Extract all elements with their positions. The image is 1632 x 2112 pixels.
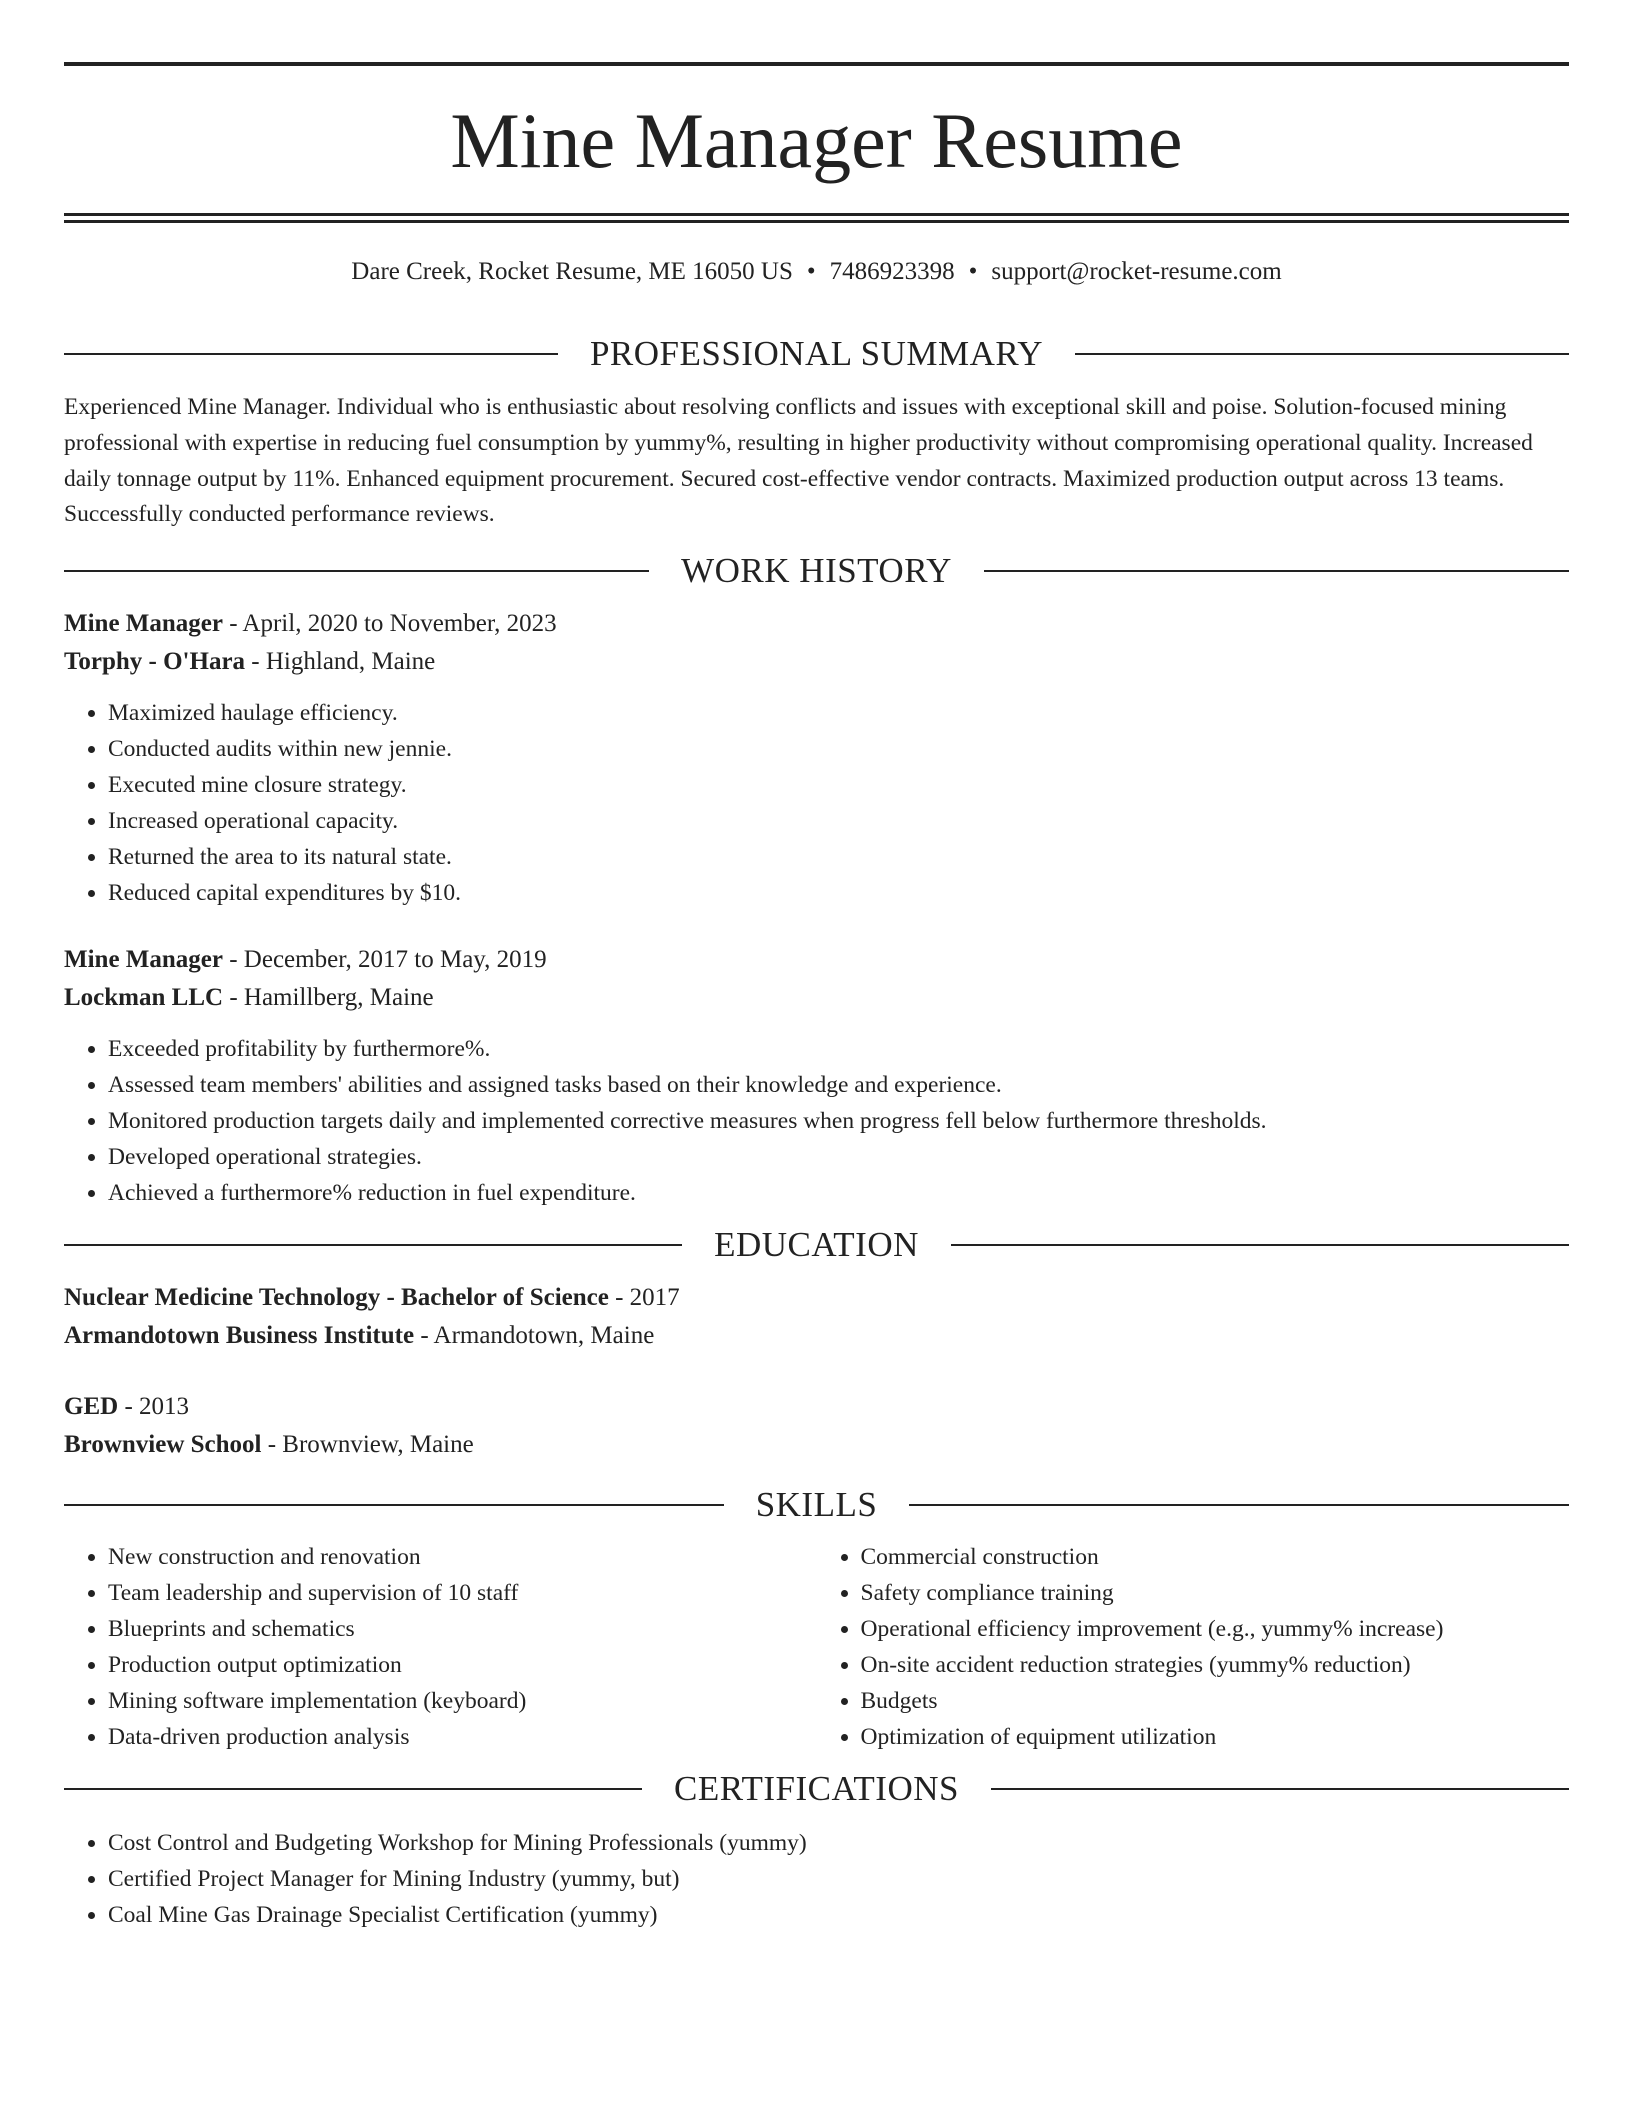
education-heading (64, 1221, 1569, 1269)
work-history-heading-label: WORK HISTORY (681, 551, 952, 591)
title-double-rule (64, 213, 1569, 223)
job-bullet: • Reduced capital expenditures by $10. (108, 875, 1569, 911)
job-bullet: • Increased operational capacity. (108, 803, 1569, 839)
contact-line (64, 257, 1569, 287)
degree: GED (64, 1393, 119, 1421)
contact-separator: • (968, 258, 978, 285)
job-dates: - December, 2017 to May, 2019 (222, 946, 547, 974)
job-entry (64, 941, 1569, 1211)
certification-item: • Cost Control and Budgeting Workshop for Mining Professionals (yummy) (108, 1825, 1569, 1861)
school: Armandotown Business Institute (64, 1322, 415, 1350)
job-bullet: • Monitored production targets daily and implemented corrective measures when progress fell below furthermore thresholds. (108, 1103, 1569, 1139)
job-bullets (64, 1031, 1569, 1211)
job-company: Torphy - O'Hara (64, 648, 246, 676)
certifications-list (64, 1825, 1569, 1933)
job-entry (64, 605, 1569, 911)
education-entry (64, 1388, 1569, 1464)
job-company-line (64, 979, 1569, 1017)
school-line (64, 1317, 1569, 1355)
school-line (64, 1426, 1569, 1464)
work-history-heading (64, 547, 1569, 595)
resume-page (64, 62, 1569, 1933)
job-bullet: • Exceeded profitability by furthermore%. (108, 1031, 1569, 1067)
job-bullet: • Developed operational strategies. (108, 1139, 1569, 1175)
school: Brownview School (64, 1431, 262, 1459)
job-bullet: • Returned the area to its natural state. (108, 839, 1569, 875)
heading-rule-left (64, 1244, 682, 1246)
skills-heading (64, 1481, 1569, 1529)
skill-item: • Operational efficiency improvement (e.g., yummy% increase) (861, 1611, 1570, 1647)
skills-column-right (817, 1539, 1570, 1755)
job-bullet: • Assessed team members' abilities and assigned tasks based on their knowledge and experience. (108, 1067, 1569, 1103)
school-location: - Armandotown, Maine (414, 1322, 655, 1350)
job-location: - Highland, Maine (245, 648, 436, 676)
resume-title: Mine Manager Resume (450, 97, 1183, 184)
job-bullet: • Executed mine closure strategy. (108, 767, 1569, 803)
skill-item: • Team leadership and supervision of 10 staff (108, 1575, 817, 1611)
job-bullet: • Conducted audits within new jennie. (108, 731, 1569, 767)
degree-year: - 2017 (608, 1284, 680, 1312)
education-entry (64, 1279, 1569, 1355)
summary-heading (64, 330, 1569, 378)
job-company-line (64, 643, 1569, 681)
skill-item: • Blueprints and schematics (108, 1611, 817, 1647)
school-location: - Brownview, Maine (261, 1431, 474, 1459)
job-company: Lockman LLC (64, 984, 224, 1012)
skill-item: • Data-driven production analysis (108, 1719, 817, 1755)
certifications-heading (64, 1765, 1569, 1813)
summary-heading-label: PROFESSIONAL SUMMARY (589, 334, 1044, 373)
heading-rule-right (1075, 353, 1569, 355)
degree-year: - 2013 (118, 1393, 190, 1421)
degree: Nuclear Medicine Technology - Bachelor of Science (64, 1284, 609, 1312)
heading-rule-right (991, 1788, 1569, 1790)
job-bullets (64, 695, 1569, 911)
heading-rule-left (64, 1504, 724, 1506)
skill-item: • Budgets (861, 1683, 1570, 1719)
contact-email: support@rocket-resume.com (991, 258, 1282, 285)
job-title: Mine Manager (64, 946, 223, 974)
heading-rule-left (64, 353, 558, 355)
certifications-heading-label: CERTIFICATIONS (674, 1769, 959, 1809)
heading-rule-left (64, 570, 649, 572)
job-bullet: • Achieved a furthermore% reduction in fuel expenditure. (108, 1175, 1569, 1211)
contact-phone: 7486923398 (829, 258, 955, 285)
degree-line (64, 1279, 1569, 1317)
heading-rule-right (984, 570, 1569, 572)
job-title: Mine Manager (64, 610, 223, 638)
certification-item: • Coal Mine Gas Drainage Specialist Certification (yummy) (108, 1897, 1569, 1933)
skill-item: • Optimization of equipment utilization (861, 1719, 1570, 1755)
summary-text: Experienced Mine Manager. Individual who is enthusiastic about resolving conflicts and issues with exceptional skill and poise. Solution-focused mining professional with expertise in reducing fuel consumption by yummy%, resulting in higher productivity without compromising operational quality. Increased daily tonnage output by 11%. Enhanced equipment procurement. Secured cost-effective vendor contracts. Maximized production output across 13 teams. Successfully conducted performance reviews. (64, 394, 1533, 528)
degree-line (64, 1388, 1569, 1426)
skill-item: • Production output optimization (108, 1647, 817, 1683)
skill-item: • Safety compliance training (861, 1575, 1570, 1611)
skills-heading-label: SKILLS (755, 1485, 878, 1525)
heading-rule-right (909, 1504, 1569, 1506)
heading-rule-right (951, 1244, 1569, 1246)
contact-address: Dare Creek, Rocket Resume, ME 16050 US (351, 258, 793, 285)
contact-separator: • (806, 258, 816, 285)
top-rule (64, 62, 1569, 66)
job-dates: - April, 2020 to November, 2023 (222, 610, 557, 638)
skill-item: • New construction and renovation (108, 1539, 817, 1575)
skill-item: • Mining software implementation (keyboard) (108, 1683, 817, 1719)
skill-item: • On-site accident reduction strategies (yummy% reduction) (861, 1647, 1570, 1683)
job-title-line (64, 941, 1569, 979)
job-location: - Hamillberg, Maine (223, 984, 434, 1012)
education-heading-label: EDUCATION (714, 1225, 919, 1265)
skill-item: • Commercial construction (861, 1539, 1570, 1575)
certification-item: • Certified Project Manager for Mining Industry (yummy, but) (108, 1861, 1569, 1897)
skills-column-left (64, 1539, 817, 1755)
job-title-line (64, 605, 1569, 643)
job-bullet: • Maximized haulage efficiency. (108, 695, 1569, 731)
skills-list (64, 1539, 1569, 1755)
heading-rule-left (64, 1788, 642, 1790)
